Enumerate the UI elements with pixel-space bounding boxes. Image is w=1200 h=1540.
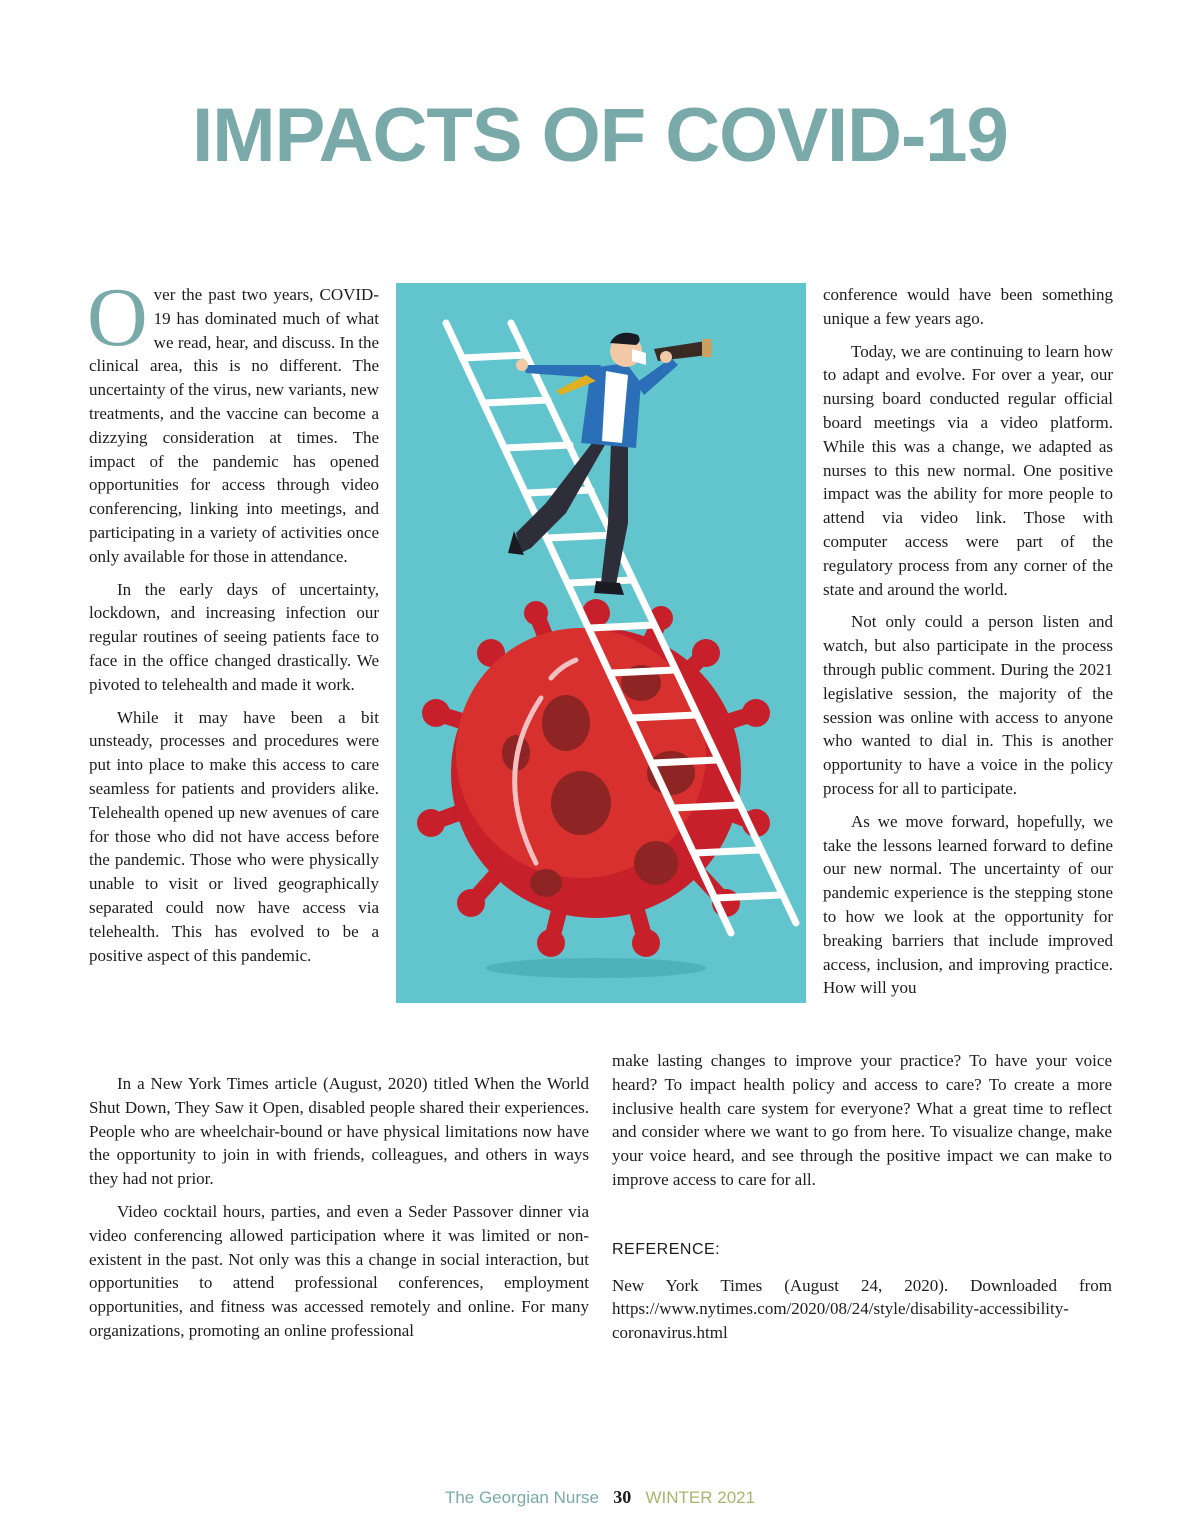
issue-label: WINTER 2021 <box>645 1488 756 1507</box>
article-paragraph-4: In a New York Times article (August, 2020) titled When the World Shut Down, They Saw it Open, disabled people shared their experiences. People who are wheelchair-bound or have physical limitations now have the opportunity to join in with friends, colleagues, and others in ways they had not prior. <box>89 1074 589 1189</box>
article-paragraph-3: While it may have been a bit unsteady, processes and procedures were put into place to make this access to care seamless for patients and providers alike. Telehealth opened up new avenues of care for those who did not have access before the pandemic. Those who were physically unable to visit or lived geographically separated could now have access via telehealth. This has evolved to be a positive aspect of this pandemic. <box>89 707 379 965</box>
article-column-bottom-left <box>89 1072 589 1343</box>
article-paragraph-7: Not only could a person listen and watch, but also participate in the process through public comment. During the 2021 legislative session, the majority of the session was online with access to anyone who wanted to dial in. This is another opportunity to have a voice in the policy process for all to participate. <box>823 612 1113 798</box>
reference-heading: REFERENCE: <box>612 1240 721 1258</box>
article-paragraph-5-continued: conference would have been something unique a few years ago. <box>823 285 1113 328</box>
article-column-left <box>87 271 379 967</box>
article-paragraph-1 <box>87 271 379 569</box>
article-paragraph-6: Today, we are continuing to learn how to adapt and evolve. For over a year, our nursing board conducted regular official board meetings via a video platform. While this was a change, we adapted as nurses to this new normal. One positive impact was the ability for more people to attend via video link. Those with computer access were part of the regulatory process from any corner of the state and around the world. <box>823 341 1113 599</box>
page-number: 30 <box>613 1487 632 1507</box>
reference-text: New York Times (August 24, 2020). Downloaded from https://www.nytimes.com/2020/08/24/style/disability-accessibility-coronavirus.html <box>612 1275 1112 1343</box>
drop-cap: O <box>87 271 148 364</box>
article-paragraph-8-end: make lasting changes to improve your practice? To have your voice heard? To impact health policy and access to care? To create a more inclusive health care system for everyone? What a great time to reflect and consider where we want to go from here. To visualize change, make your voice heard, and see through the positive impact we can make to improve access to care for all. <box>612 1051 1112 1189</box>
article-paragraph-8-start: As we move forward, hopefully, we take the lessons learned forward to define our new normal. The uncertainty of our pandemic experience is the stepping stone to how we look at the opportunity for breaking barriers that include improved access, inclusion, and improving practice. How will you <box>823 811 1113 998</box>
virus-icon <box>417 599 770 978</box>
page-footer <box>0 1487 1200 1508</box>
covid-illustration <box>396 283 806 1003</box>
businessman-ladder-virus-image <box>396 283 806 1003</box>
article-paragraph-2: In the early days of uncertainty, lockdown, and increasing infection our regular routines of seeing patients face to face in the office changed drastically. We pivoted to telehealth and made it work. <box>89 579 379 694</box>
businessman-icon <box>508 333 712 595</box>
publication-name: The Georgian Nurse <box>444 1488 599 1507</box>
paragraph-1-text: ver the past two years, COVID-19 has dominated much of what we read, hear, and discuss. In the clinical area, this is no different. The uncertainty of the virus, new variants, new treatments, and the vaccine can become a dizzying consideration at times. The impact of the pandemic has opened opportunities for access through video conferencing, linking into meetings, and participating in a variety of activities once only available for those in attendance. <box>89 285 379 566</box>
article-column-bottom-right <box>612 1049 1112 1345</box>
page-title: IMPACTS OF COVID-19 <box>192 93 1008 178</box>
article-paragraph-5: Video cocktail hours, parties, and even a Seder Passover dinner via video conferencing allowed participation where it was limited or non-existent in the past. Not only was this a change in social interaction, but opportunities to attend professional conferences, employment opportunities, and fitness was accessed remotely and online. For many organizations, promoting an online professional <box>89 1201 589 1340</box>
article-column-right <box>823 283 1113 1000</box>
